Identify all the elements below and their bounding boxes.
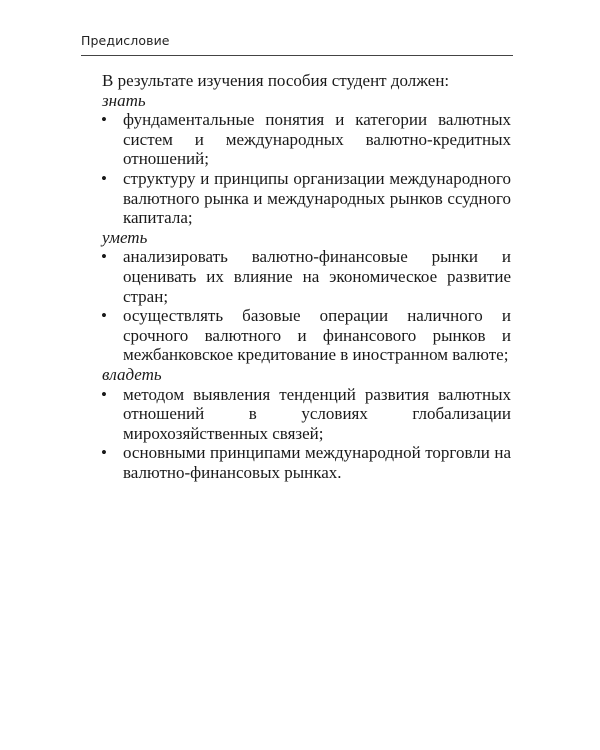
header-rule [81,55,513,56]
section-can [102,228,511,365]
running-head: Предисловие [81,33,170,48]
bullet-icon: • [101,168,107,188]
section-title-know: знать [102,90,146,110]
page-body [102,71,511,482]
bullet-icon: • [101,110,107,130]
list-item [102,443,511,482]
list-master [102,385,511,483]
section-title-can: уметь [102,227,148,247]
list-item [102,110,511,169]
bullet-icon: • [101,443,107,463]
section-title-master: владеть [102,364,162,384]
list-can [102,247,511,365]
list-item [102,385,511,444]
list-item [102,247,511,306]
list-item [102,306,511,365]
list-item [102,169,511,228]
bullet-icon: • [101,306,107,326]
list-item-text: методом выявления тенденций развития валютных отношений в условиях глобализации мирохозяйственных связей; [123,384,511,443]
list-item-text: осуществлять базовые операции наличного и срочного валютного и финансового рынков и межбанковское кредитование в иностранном валюте; [123,306,511,365]
bullet-icon: • [101,384,107,404]
list-item-text: структуру и принципы организации международного валютного рынка и международных рынков ссудного капитала; [123,168,511,228]
section-master [102,365,511,483]
list-item-text: фундаментальные понятия и категории валютных систем и международных валютно-кредитных отношений; [123,110,511,169]
list-item-text: основными принципами международной торговли на валютно-финансовых рынках. [123,443,511,482]
bullet-icon: • [101,247,107,267]
list-know [102,110,511,228]
intro-line: В результате изучения пособия студент должен: [102,71,450,90]
section-know [102,91,511,228]
list-item-text: анализировать валютно-финансовые рынки и оценивать их влияние на экономическое развитие стран; [123,247,511,306]
